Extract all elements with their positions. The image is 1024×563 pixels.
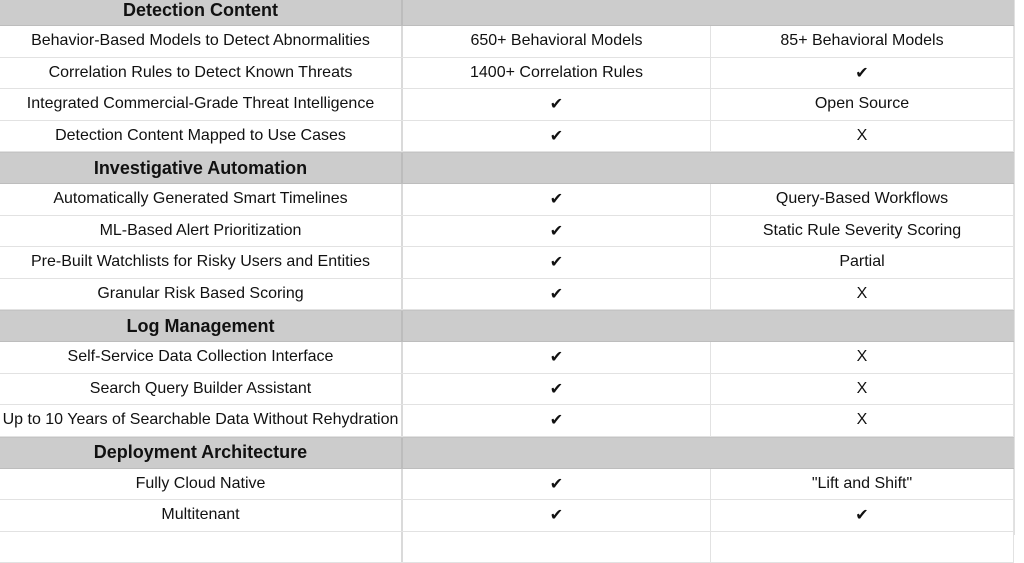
check-icon: ✔ [403,342,711,373]
check-icon: ✔ [403,279,711,310]
table-row [0,58,1014,90]
section-title: Investigative Automation [0,153,403,183]
table-row [0,500,1014,532]
empty-cell [403,532,711,563]
check-icon: ✔ [403,500,711,531]
table-row [0,216,1014,248]
col2-cell: 650+ Behavioral Models [403,26,711,57]
check-icon: ✔ [711,58,1014,89]
section-header-fill [403,438,1014,468]
check-icon: ✔ [403,89,711,120]
check-icon: ✔ [403,216,711,247]
cross-icon: X [711,121,1014,152]
table-row [0,469,1014,501]
table-row [0,26,1014,58]
feature-cell: Pre-Built Watchlists for Risky Users and Entities [0,247,403,278]
section-title: Deployment Architecture [0,438,403,468]
section-header-investigative-automation [0,152,1014,184]
feature-cell: Search Query Builder Assistant [0,374,403,405]
sheet-right-edge [1014,0,1024,535]
section-header-fill [403,153,1014,183]
check-icon: ✔ [403,184,711,215]
empty-cell [0,532,403,563]
feature-cell: ML-Based Alert Prioritization [0,216,403,247]
cross-icon: X [711,279,1014,310]
col2-cell: 1400+ Correlation Rules [403,58,711,89]
check-icon: ✔ [711,500,1014,531]
section-title: Log Management [0,311,403,341]
feature-cell: Granular Risk Based Scoring [0,279,403,310]
section-header-fill [403,0,1014,25]
cross-icon: X [711,374,1014,405]
section-header-deployment-architecture [0,437,1014,469]
table-row-empty [0,532,1014,563]
table-row [0,89,1014,121]
feature-cell: Detection Content Mapped to Use Cases [0,121,403,152]
col3-cell: "Lift and Shift" [711,469,1014,500]
table-row [0,405,1014,437]
table-row [0,184,1014,216]
feature-cell: Fully Cloud Native [0,469,403,500]
section-header-detection-content [0,0,1014,26]
check-icon: ✔ [403,247,711,278]
feature-cell: Behavior-Based Models to Detect Abnormalities [0,26,403,57]
check-icon: ✔ [403,121,711,152]
col3-cell: Partial [711,247,1014,278]
cross-icon: X [711,342,1014,373]
feature-cell: Self-Service Data Collection Interface [0,342,403,373]
cross-icon: X [711,405,1014,436]
feature-cell: Multitenant [0,500,403,531]
table-row [0,342,1014,374]
section-header-log-management [0,310,1014,342]
col3-cell: Static Rule Severity Scoring [711,216,1014,247]
feature-cell: Up to 10 Years of Searchable Data Without Rehydration [0,405,403,436]
check-icon: ✔ [403,469,711,500]
feature-cell: Correlation Rules to Detect Known Threats [0,58,403,89]
feature-cell: Integrated Commercial-Grade Threat Intelligence [0,89,403,120]
col3-cell: Query-Based Workflows [711,184,1014,215]
section-header-fill [403,311,1014,341]
table-row [0,374,1014,406]
section-title: Detection Content [0,0,403,25]
check-icon: ✔ [403,374,711,405]
empty-cell [711,532,1014,563]
feature-cell: Automatically Generated Smart Timelines [0,184,403,215]
table-row [0,247,1014,279]
col3-cell: Open Source [711,89,1014,120]
col3-cell: 85+ Behavioral Models [711,26,1014,57]
check-icon: ✔ [403,405,711,436]
table-row [0,121,1014,153]
table-row [0,279,1014,311]
